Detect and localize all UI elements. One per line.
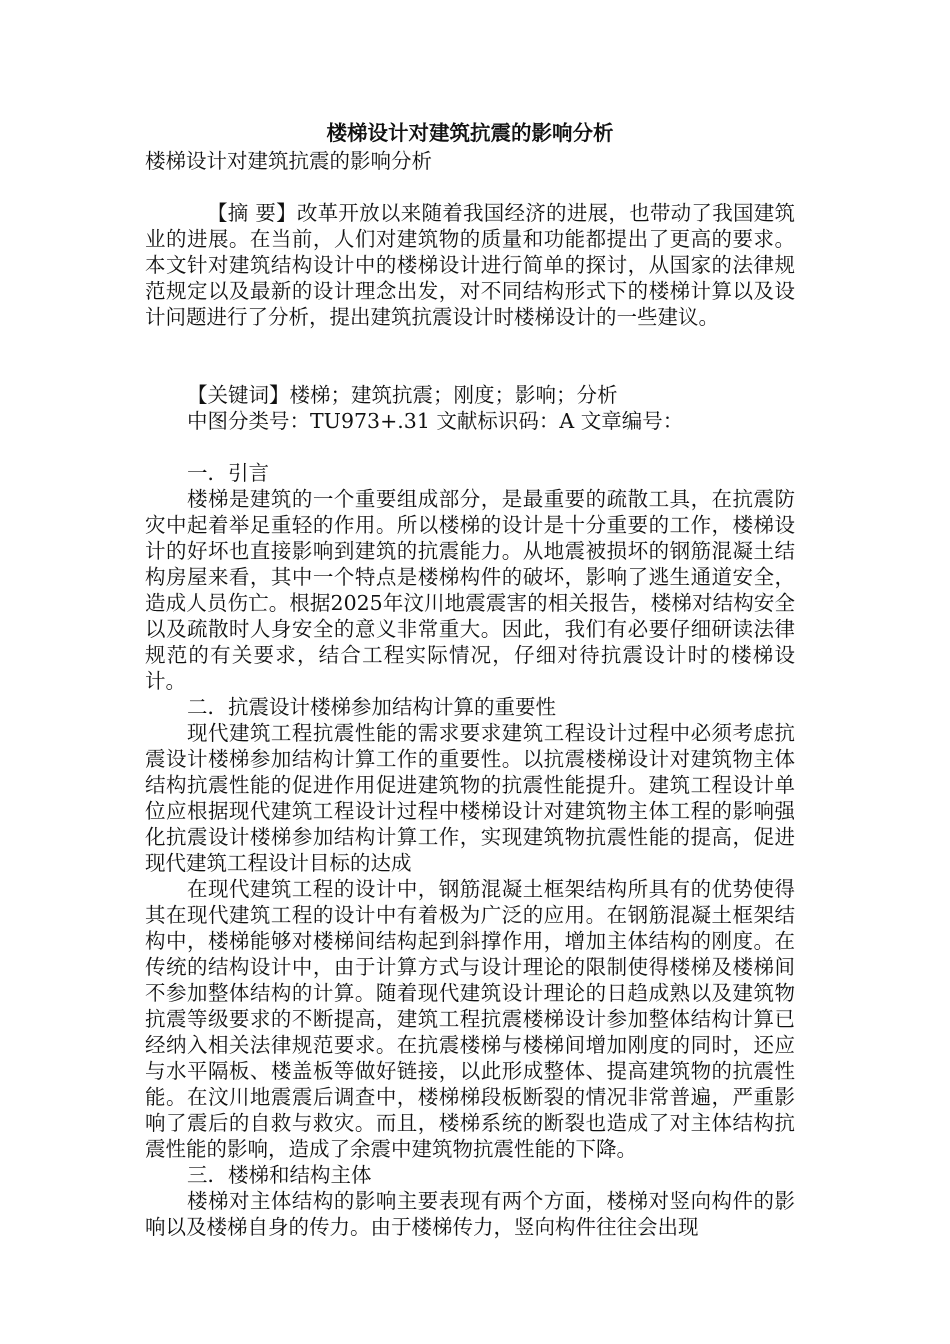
section-heading: 三．楼梯和结构主体 [187, 1163, 372, 1187]
document-title: 楼梯设计对建筑抗震的影响分析 [326, 121, 614, 145]
keywords-line: 【关键词】楼梯；建筑抗震；刚度；影响；分析 [187, 383, 618, 407]
body-paragraph: 在现代建筑工程的设计中，钢筋混凝土框架结构所具有的优势使得其在现代建筑工程的设计中有着极为广泛的应用。在钢筋混凝土框架结构中，楼梯能够对楼梯间结构起到斜撑作用，增加主体结构的刚度。在传统的结构设计中，由于计算方式与设计理论的限制使得楼梯及楼梯间不参加整体结构的计算。随着现代建筑设计理论的日趋成熟以及建筑物抗震等级要求的不断提高，建筑工程抗震楼梯设计参加整体结构计算已经纳入相关法律规范要求。在抗震楼梯与楼梯间增加刚度的同时，还应与水平隔板、楼盖板等做好链接，以此形成整体、提高建筑物的抗震性能。在汶川地震震后调查中，楼梯梯段板断裂的情况非常普遍，严重影响了震后的自救与救灾。而且，楼梯系统的断裂也造成了对主体结构抗震性能的影响，造成了余震中建筑物抗震性能的下降。 [145, 877, 795, 1161]
section-heading: 一．引言 [187, 461, 269, 485]
document-subtitle: 楼梯设计对建筑抗震的影响分析 [145, 149, 432, 173]
classification-line: 中图分类号：TU973+.31 文献标识码：A 文章编号： [187, 409, 684, 433]
spacer [145, 434, 795, 460]
body-paragraph: 楼梯是建筑的一个重要组成部分，是最重要的疏散工具，在抗震防灾中起着举足重轻的作用。所以楼梯的设计是十分重要的工作，楼梯设计的好坏也直接影响到建筑的抗震能力。从地震被损坏的钢筋混凝土结构房屋来看，其中一个特点是楼梯构件的破坏，影响了逃生通道安全，造成人员伤亡。根据2025年汶川地震震害的相关报告，楼梯对结构安全以及疏散时人身安全的意义非常重大。因此，我们有必要仔细研读法律规范的有关要求，结合工程实际情况，仔细对待抗震设计时的楼梯设计。 [145, 487, 795, 693]
body-paragraph: 楼梯对主体结构的影响主要表现有两个方面，楼梯对竖向构件的影响以及楼梯自身的传力。由于楼梯传力，竖向构件往往会出现 [145, 1189, 795, 1239]
spacer [145, 174, 795, 200]
body-paragraph: 现代建筑工程抗震性能的需求要求建筑工程设计过程中必须考虑抗震设计楼梯参加结构计算工作的重要性。以抗震楼梯设计对建筑物主体结构抗震性能的促进作用促进建筑物的抗震性能提升。建筑工程设计单位应根据现代建筑工程设计过程中楼梯设计对建筑物主体工程的影响强化抗震设计楼梯参加结构计算工作，实现建筑物抗震性能的提高，促进现代建筑工程设计目标的达成 [145, 721, 795, 875]
section-heading: 二．抗震设计楼梯参加结构计算的重要性 [187, 695, 556, 719]
abstract-paragraph: 【摘 要】改革开放以来随着我国经济的进展，也带动了我国建筑业的进展。在当前，人们对建筑物的质量和功能都提出了更高的要求。本文针对建筑结构设计中的楼梯设计进行简单的探讨，从国家的法律规范规定以及最新的设计理念出发，对不同结构形式下的楼梯计算以及设计问题进行了分析，提出建筑抗震设计时楼梯设计的一些建议。 [145, 201, 795, 329]
spacer [145, 356, 795, 382]
document-page [145, 118, 795, 1240]
spacer [145, 330, 795, 356]
